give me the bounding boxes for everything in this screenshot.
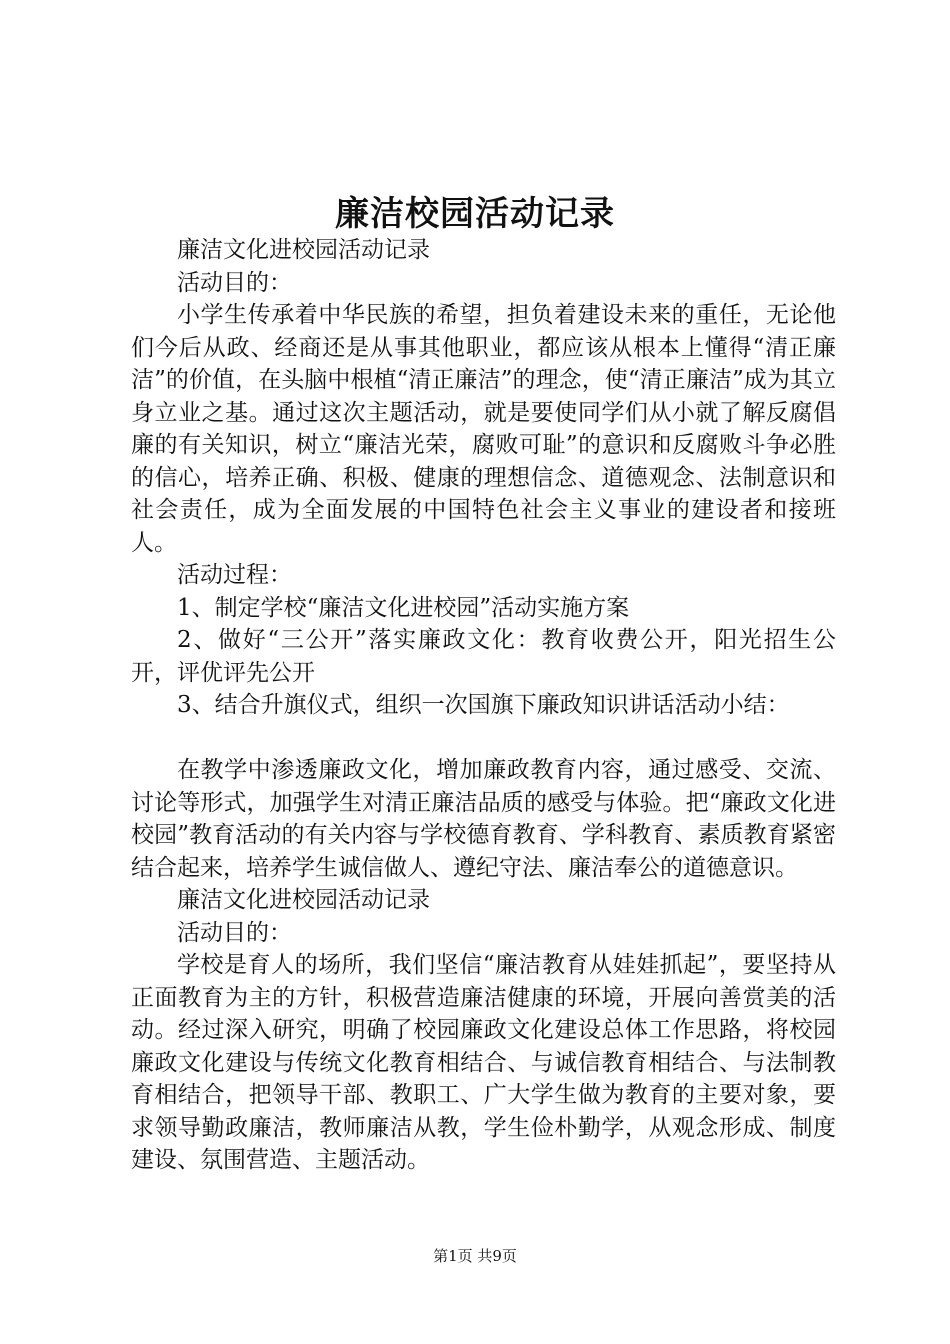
paragraph-summary-text: 在教学中渗透廉政文化，增加廉政教育内容，通过感受、交流、讨论等形式，加强学生对清正廉洁品质的感受与体验。把“廉政文化进校园”教育活动的有关内容与学校德育教育、学科教育、素质教育紧密结合起来，培养学生诚信做人、遵纪守法、廉洁奉公的道德意识。 [131,757,836,881]
blank-line [131,722,836,755]
paragraph-process-heading: 活动过程： [177,562,292,588]
paragraph-process-item-3: 3、结合升旗仪式，组织一次国旗下廉政知识讲话活动小结： [177,692,790,718]
paragraph-subtitle: 廉洁文化进校园活动记录 [177,237,430,263]
page-footer: 第1页 共9页 [433,1247,517,1265]
paragraph-process-item-1: 1、制定学校“廉洁文化进校园”活动实施方案 [177,594,630,621]
paragraph-purpose-heading: 活动目的： [177,269,292,296]
paragraph-process-item-2: 2、做好“三公开”落实廉政文化：教育收费公开，阳光招生公开，评优评先公开 [131,627,836,686]
document-title: 廉洁校园活动记录 [335,194,615,234]
paragraph-purpose-text-2: 学校是育人的场所，我们坚信“廉洁教育从娃娃抓起”，要坚持从正面教育为主的方针，积极营造廉洁健康的环境，开展向善赏美的活动。经过深入研究，明确了校园廉政文化建设总体工作思路，将校园廉政文化建设与传统文化教育相结合、与诚信教育相结合、与法制教育相结合，把领导干部、教职工、广大学生做为教育的主要对象，要求领导勤政廉洁，教师廉洁从教，学生俭朴勤学，从观念形成、制度建设、氛围营造、主题活动。 [131,952,836,1173]
paragraph-subtitle-2: 廉洁文化进校园活动记录 [177,887,430,913]
paragraph-purpose-text: 小学生传承着中华民族的希望，担负着建设未来的重任，无论他们今后从政、经商还是从事其他职业，都应该从根本上懂得“清正廉洁”的价值，在头脑中根植“清正廉洁”的理念，使“清正廉洁”成为其立身立业之基。通过这次主题活动，就是要使同学们从小就了解反腐倡廉的有关知识，树立“廉洁光荣，腐败可耻”的意识和反腐败斗争必胜的信心，培养正确、积极、健康的理想信念、道德观念、法制意识和社会责任，成为全面发展的中国特色社会主义事业的建设者和接班人。 [131,302,836,556]
document-body [131,234,836,1177]
paragraph-purpose-heading-2: 活动目的： [177,919,292,946]
